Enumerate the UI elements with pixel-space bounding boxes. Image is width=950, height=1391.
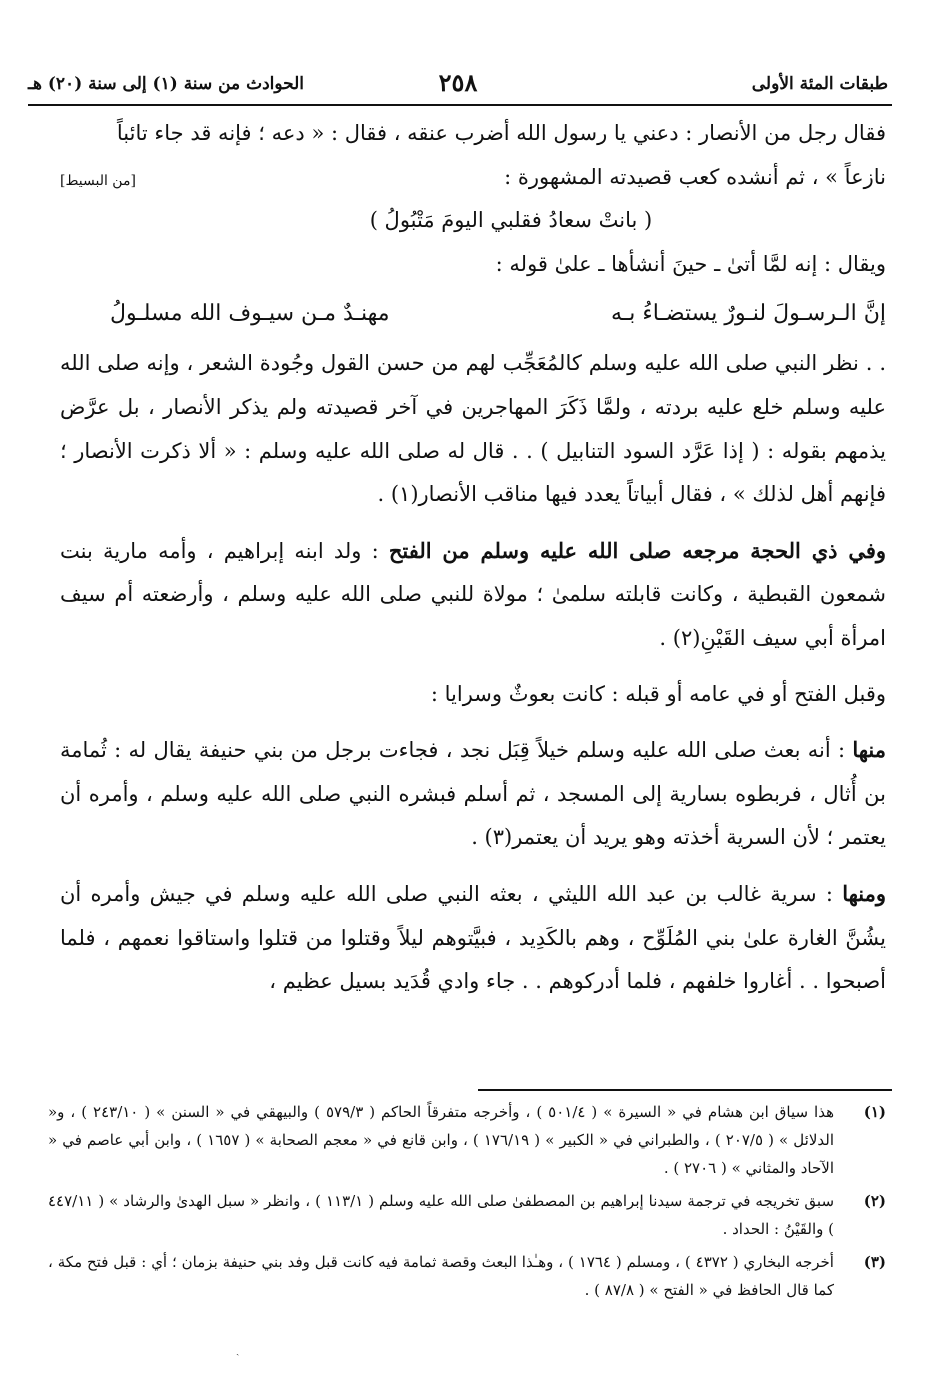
main-text: [60, 112, 886, 1004]
footnotes: [48, 1098, 886, 1309]
footnote-3: [48, 1248, 886, 1304]
poetic-meter-label: [من البسيط]: [60, 172, 136, 189]
paragraph-2: ويقال : إنه لمَّا أتىٰ ـ حينَ أنشأها ـ علىٰ قوله :: [495, 251, 886, 276]
book-title: طبقات المئة الأولى: [751, 74, 888, 94]
stray-mark: ˏ: [236, 1345, 240, 1356]
paragraph-4-heading: وفي ذي الحجة مرجعه صلى الله عليه وسلم من الفتح: [388, 537, 886, 563]
paragraph-1-line-2-text: نازعاً » ، ثم أنشده كعب قصيدته المشهورة :: [504, 164, 886, 189]
section-title: الحوادث من سنة (١) إلى سنة (٢٠) هـ: [28, 74, 305, 94]
header-divider: [28, 104, 892, 106]
paragraph-6-heading: منها: [852, 737, 886, 763]
footnote-text: سبق تخريجه في ترجمة سيدنا إبراهيم بن المصطفىٰ صلى الله عليه وسلم ( ١١٣/١ ) ، وانظر « سبل الهدىٰ والرشاد » ( ٤٤٧/١١ ) والقَيْنُ : الحداد .: [48, 1192, 835, 1238]
footnote-text: أخرجه البخاري ( ٤٣٧٢ ) ، ومسلم ( ١٧٦٤ ) ، وهـٰذا البعث وقصة ثمامة فيه كانت قبل وفد بني حنيفة بزمان ؛ أي : قبل فتح مكة ، كما قال الحافظ في « الفتح » ( ٨٧/٨ ) .: [48, 1253, 834, 1299]
paragraph-3: . . نظر النبي صلى الله عليه وسلم كالمُعَجِّب لهم من حسن القول وجُودة الشعر ، وإنه صلى الله عليه وسلم خلع عليه بردته ، ولمَّا ذَكَرَ المهاجرين في آخر قصيدته ولم يذكر الأنصار ، بل عرَّض يذمهم بقوله : ( إذا عَرَّد السود التنابيل ) . . قال له صلى الله عليه وسلم : « ألا ذكرت الأنصار ؛ فإنهم أهل لذلك » ، فقال أبياتاً يعدد فيها مناقب الأنصار(١) .: [60, 351, 886, 507]
paragraph-1-line-1: فقال رجل من الأنصار : دعني يا رسول الله أضرب عنقه ، فقال : « دعه ؛ فإنه قد جاء تائباً: [116, 121, 886, 145]
paragraph-4: [60, 529, 886, 661]
paragraph-5: وقبل الفتح أو في عامه أو قبله : كانت بعوثٌ وسرايا :: [430, 681, 886, 706]
verse-hemistich-first: إنَّ الـرسـولَ لنـورٌ يستضـاءُ بـه: [611, 301, 886, 327]
footnote-text: هذا سياق ابن هشام في « السيرة » ( ٥٠١/٤ ) ، وأخرجه متفرقاً الحاكم ( ٥٧٩/٣ ) والبيهقي في « السنن » ( ٢٤٣/١٠ ) ، و« الدلائل » ( ٢٠٧/٥ ) ، والطبراني في « الكبير » ( ١٧٦/١٩ ) ، وابن قانع في « معجم الصحابة » ( ١٦٥٧ ) ، وابن أبي عاصم في « الآحاد والمثاني » ( ٢٧٠٦ ) .: [48, 1103, 835, 1177]
footnote-number: (١): [863, 1103, 886, 1121]
footnote-number: (٣): [863, 1253, 886, 1271]
paragraph-1-line-2: [60, 156, 886, 200]
verse-title: ( بانتْ سعادُ فقلبي اليومَ مَتْبُولُ ): [369, 208, 653, 233]
running-header: [28, 68, 888, 98]
footnote-1: [48, 1098, 886, 1182]
verse-line: [60, 286, 886, 342]
footnote-2: [48, 1187, 886, 1243]
page-number: ٢٥٨: [438, 68, 478, 97]
paragraph-7: [60, 872, 886, 1004]
footnote-number: (٢): [863, 1192, 886, 1210]
paragraph-7-text: : سرية غالب بن عبد الله الليثي ، بعثه النبي صلى الله عليه وسلم في جيش وأمره أن يشُنَّ الغارة علىٰ بني المُلَوِّح ، وهم بالكَدِيد ، فبيَّتوهم ليلاً وقتلوا من قتلوا واستاقوا نعمهم ، فلما أصبحوا . . أغاروا خلفهم ، فلما أدركوهم . . جاء وادي قُدَيد بسيل عظيم ،: [60, 881, 886, 994]
verse-hemistich-second: مهنـدٌ مـن سيـوف الله مسلـولُ: [110, 301, 390, 327]
paragraph-6-text: : أنه بعث صلى الله عليه وسلم خيلاً قِبَل نجد ، فجاءت برجل من بني حنيفة يقال له : ثُمامة بن أُثال ، فربطوه بسارية إلى المسجد ، ثم أسلم فبشره النبي صلى الله عليه وسلم ، وأمره أن يعتمر ؛ لأن السرية أخذته وهو يريد أن يعتمر(٣) .: [60, 738, 886, 850]
paragraph-7-heading: ومنها: [842, 880, 886, 906]
paragraph-6: [60, 728, 886, 860]
paragraph-4-text: : ولد ابنه إبراهيم ، وأمه مارية بنت شمعون القبطية ، وكانت قابلته سلمىٰ ؛ مولاة للنبي صلى الله عليه وسلم ، وأرضعته أم سيف امرأة أبي سيف القَيْنِ(٢) .: [60, 538, 886, 650]
footnote-divider: [478, 1089, 892, 1091]
